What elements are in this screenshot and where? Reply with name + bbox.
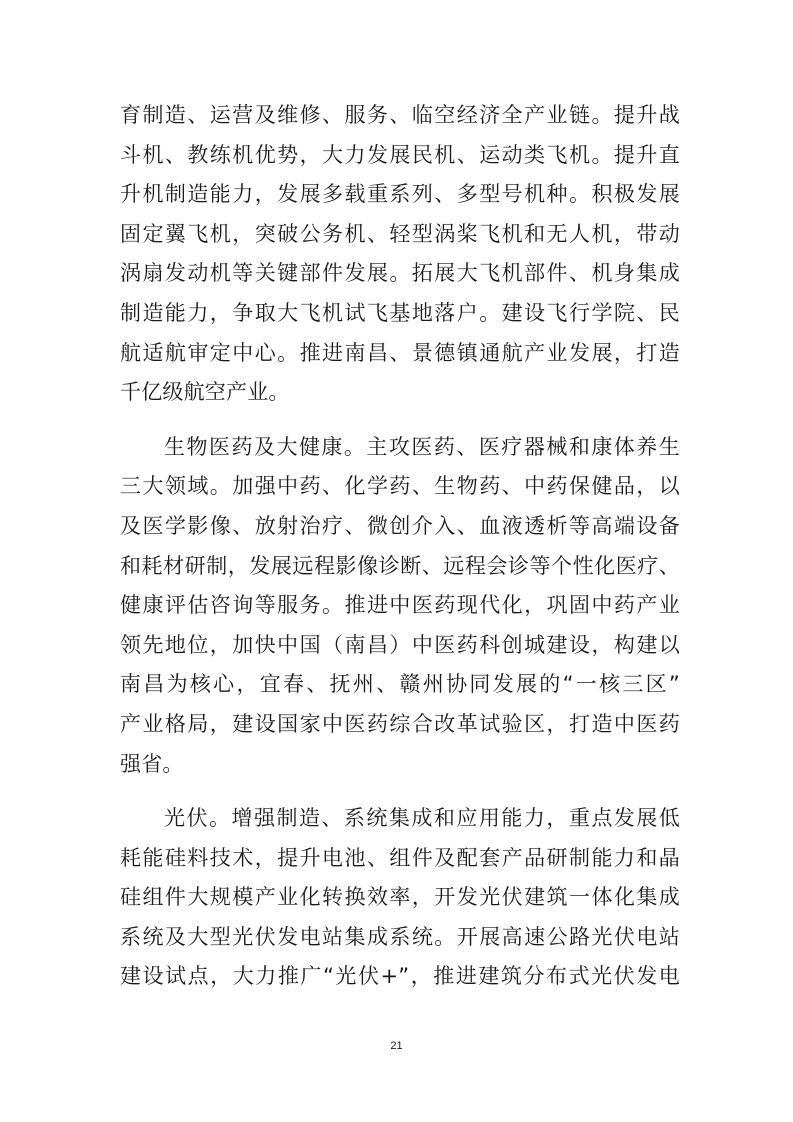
text-line: 升机制造能力，发展多载重系列、多型号机种。积极发展 [120,182,680,207]
text-line: 建设试点，大力推广“光伏+”，推进建筑分布式光伏发电 [120,964,680,989]
aviation-paragraph [120,96,680,413]
text-line: 健康评估咨询等服务。推进中医药现代化，巩固中药产业 [120,593,680,618]
photovoltaic-paragraph [120,799,680,997]
text-line: 光伏。增强制造、系统集成和应用能力，重点发展低 [164,806,680,831]
paragraph-gap [120,784,680,799]
text-line: 硅组件大规模产业化转换效率，开发光伏建筑一体化集成 [120,885,680,910]
text-line: 南昌为核心，宜春、抚州、赣州协同发展的“一核三区” [120,672,680,697]
body-text [120,96,680,997]
biomedicine-paragraph [120,428,680,784]
text-line: 系统及大型光伏发电站集成系统。开展高速公路光伏电站 [120,924,680,949]
text-line: 强省。 [120,751,184,776]
text-line: 千亿级航空产业。 [120,380,290,405]
text-line: 领先地位，加快中国（南昌）中医药科创城建设，构建以 [120,632,680,657]
paragraph-gap [120,413,680,428]
text-line: 及医学影像、放射治疗、微创介入、血液透析等高端设备 [120,513,680,538]
text-line: 三大领域。加强中药、化学药、生物药、中药保健品，以 [120,474,680,499]
text-line: 航适航审定中心。推进南昌、景德镇通航产业发展，打造 [120,340,680,365]
text-line: 育制造、运营及维修、服务、临空经济全产业链。提升战 [120,103,680,127]
text-line: 斗机、教练机优势，大力发展民机、运动类飞机。提升直 [120,142,680,167]
text-line: 制造能力，争取大飞机试飞基地落户。建设飞行学院、民 [120,300,680,325]
text-line: 固定翼飞机，突破公务机、轻型涡桨飞机和无人机，带动 [120,221,680,246]
text-line: 生物医药及大健康。主攻医药、医疗器械和康体养生 [164,434,680,459]
text-line: 和耗材研制，发展远程影像诊断、远程会诊等个性化医疗、 [120,553,680,578]
page-number: 21 [390,1040,403,1052]
text-line: 产业格局，建设国家中医药综合改革试验区，打造中医药 [120,711,680,736]
text-line: 耗能硅料技术，提升电池、组件及配套产品研制能力和晶 [120,845,680,870]
text-line: 涡扇发动机等关键部件发展。拓展大飞机部件、机身集成 [120,261,680,286]
